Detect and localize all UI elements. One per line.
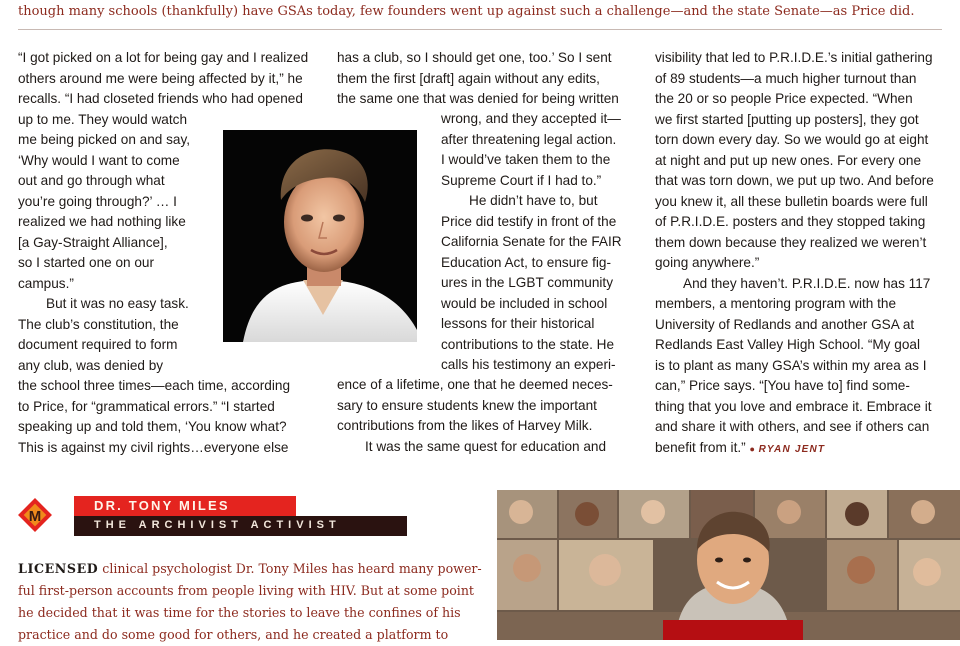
col2-line: It was the same quest for education and <box>365 438 607 454</box>
lead-word: LICENSED <box>18 561 99 576</box>
col3-line: torn down every day. So we would go at eight <box>655 132 929 147</box>
col3-final-line <box>655 438 955 461</box>
col2-line: contributions to the state. He <box>441 336 615 352</box>
col1-line: to Price, for “grammatical errors.” “I started <box>18 398 275 414</box>
col3-line: is to plant as many GSA’s within my area as I <box>655 357 927 373</box>
col2-line: He didn’t have to, but <box>469 193 598 208</box>
col2-line: contributions from the likes of Harvey Milk. <box>337 418 593 433</box>
col3-line: of P.R.I.D.E. posters and they stopped taking <box>655 214 926 229</box>
logo-letter: M <box>28 508 42 525</box>
collage-illustration <box>497 490 960 640</box>
col3-line: of 89 students—a much higher turnout than <box>655 70 917 86</box>
col1-line: the school three times—each time, according <box>18 378 291 393</box>
col2-line: would be included in school <box>441 295 608 311</box>
portrait-illustration <box>223 130 417 342</box>
col2-line: Supreme Court if I had to.” <box>441 172 602 188</box>
story2-line: practice and do some good for others, and he created a platform to <box>18 627 449 642</box>
col2-line: them the first [draft] again without any edits, <box>337 70 600 86</box>
col2-line: after threatening legal action. <box>441 131 617 147</box>
col3-line: Redlands East Valley High School. “My goal <box>655 337 920 352</box>
author-byline: RYAN JENT <box>758 443 826 455</box>
col2-line: ures in the LGBT community <box>441 275 614 290</box>
col2-line: I would’ve taken them to the <box>441 152 611 167</box>
col1-line: realized we had nothing like <box>18 214 186 229</box>
col1-line: “I got picked on a lot for being gay and I realized <box>18 50 309 65</box>
col2-line: sary to ensure students knew the important <box>337 397 597 413</box>
archivist-collage-photo <box>497 490 960 640</box>
article-column-3 <box>655 48 955 460</box>
col2-line: lessons for their historical <box>441 316 595 331</box>
col2-line: the same one that was denied for being written <box>337 91 619 106</box>
col3-line: And they haven’t. P.R.I.D.E. now has 117 <box>683 275 931 291</box>
col3-line: the 20 or so people Price expected. “When <box>655 91 913 106</box>
col3-line: University of Redlands and another GSA at <box>655 316 915 332</box>
col2-line: has a club, so I should get one, too.’ So I sent <box>337 50 612 65</box>
col3-line: members, a mentoring program with the <box>655 296 897 311</box>
col3-line: thing that you love and embrace it. Embrace it <box>655 398 932 414</box>
col1-line: document required to form <box>18 337 178 352</box>
story2-line: he decided that it was time for the stories to leave the confines of his <box>18 605 461 620</box>
col3-line: at night and put up new ones. For every one <box>655 152 922 168</box>
col3-line: can,” Price says. “[You have to] find some- <box>655 378 910 393</box>
col3-line: that was torn down, we put up two. And before <box>655 173 934 188</box>
profile-subtitle-bar <box>74 516 407 536</box>
col1-line: recalls. “I had closeted friends who had opened <box>18 91 303 106</box>
col2-line: Education Act, to ensure fig- <box>441 254 612 270</box>
col3-line: benefit from it.” <box>655 439 746 455</box>
student-portrait-photo <box>223 130 417 342</box>
article-column-2-bottom <box>337 375 637 457</box>
col1-line: [a Gay-Straight Alliance], <box>18 234 168 250</box>
col2-line: ence of a lifetime, one that he deemed neces- <box>337 377 613 392</box>
intro-divider <box>18 29 942 30</box>
col1-line: so I started one on our <box>18 255 155 270</box>
col1-line: others around me were being affected by it,” he <box>18 70 303 86</box>
article-column-2-top <box>337 48 637 110</box>
col2-line: wrong, and they accepted it— <box>441 111 621 126</box>
col1-line: This is against my civil rights…everyone else <box>18 439 289 455</box>
col2-line: calls his testimony an experi- <box>441 357 616 372</box>
col1-line: out and go through what <box>18 173 165 188</box>
col3-line: visibility that led to P.R.I.D.E.’s initial gathering <box>655 50 933 65</box>
col3-line: and share it with others, and see if others can <box>655 419 930 434</box>
col1-line: campus.” <box>18 275 74 291</box>
profile-intro-text <box>18 558 488 646</box>
col1-line: up to me. They would watch <box>18 111 188 127</box>
end-bullet-icon: ● <box>749 443 755 454</box>
col1-line: any club, was denied by <box>18 357 164 373</box>
magazine-logo-icon <box>18 498 52 532</box>
col1-line: But it was no easy task. <box>46 296 189 311</box>
profile-subtitle: THE ARCHIVIST ACTIVIST <box>94 519 341 531</box>
col3-line: you knew it, all these bulletin boards were full <box>655 193 928 209</box>
intro-text: though many schools (thankfully) have GSAs today, few founders went up against such a challenge—and the state Senate—as Price did. <box>18 4 915 19</box>
story2-line: ful first-person accounts from people living with HIV. But at some point <box>18 583 474 598</box>
col3-line: we first started [putting up posters], they got <box>655 111 919 127</box>
col1-line: you’re going through?’ … I <box>18 193 177 209</box>
story2-line: clinical psychologist Dr. Tony Miles has heard many power- <box>98 561 482 576</box>
story2-first-line <box>18 558 488 580</box>
col2-line: Price did testify in front of the <box>441 213 617 229</box>
profile-name: DR. TONY MILES <box>94 498 230 513</box>
col2-line: California Senate for the FAIR <box>441 234 622 249</box>
article-column-2-wrap <box>441 109 637 376</box>
profile-name-bar <box>74 496 296 516</box>
col1-line: me being picked on and say, <box>18 132 191 147</box>
col3-line: them down because they realized we weren’t <box>655 234 927 250</box>
col3-line: going anywhere.” <box>655 255 760 270</box>
col1-line: speaking up and told them, ‘You know what? <box>18 419 287 434</box>
col1-line: ‘Why would I want to come <box>18 152 180 168</box>
intro-banner <box>0 0 960 30</box>
col1-line: The club’s constitution, the <box>18 316 179 332</box>
